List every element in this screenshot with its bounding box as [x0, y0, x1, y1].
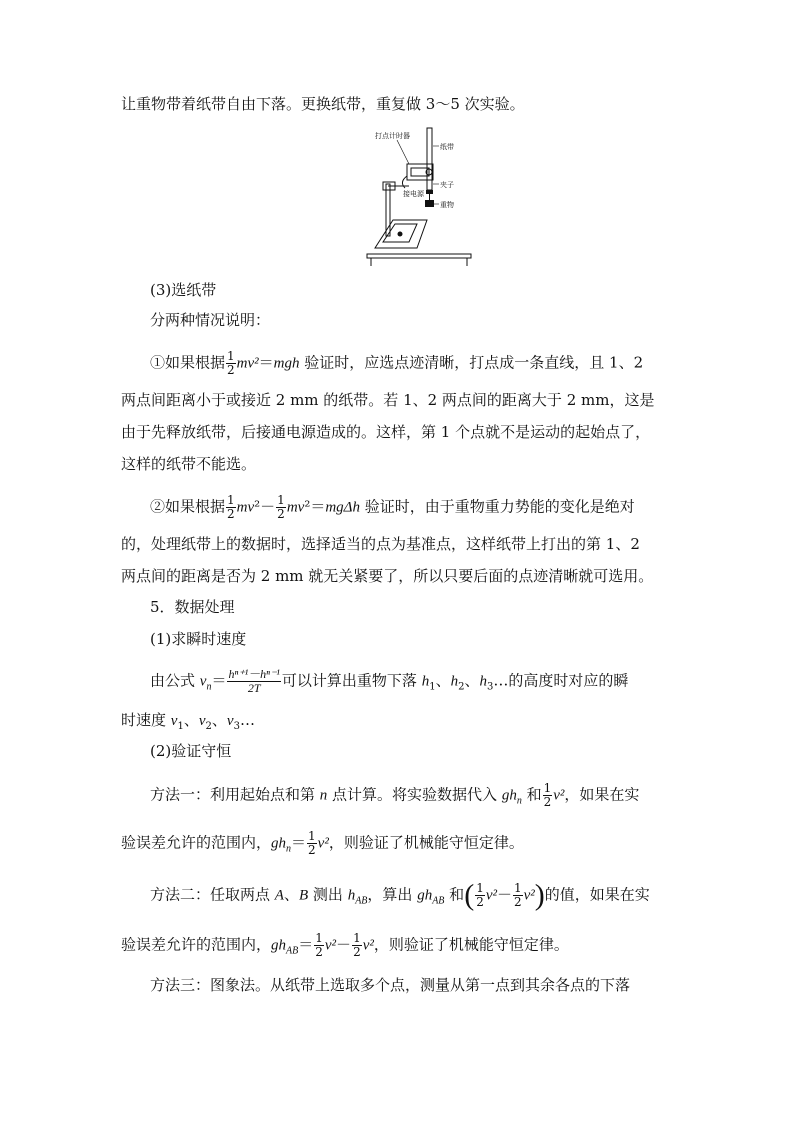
case-1-line-1: ①如果根据 $\frac{1}{2}$ mv²＝mgh 验证时，应选点迹清晰，打点成一条直线，且 1、2 — [150, 349, 644, 377]
case-1-line-4: 这样的纸带不能选。 — [121, 455, 257, 473]
method-2-line-2: 验误差允许的范围内，$gh_{AB}=$ $\frac{1}{2}$ v²－ $\frac{1}{2}$ v²，则验证了机械能守恒定律。 — [121, 931, 569, 959]
text: ①如果根据 — [150, 353, 226, 372]
paragraph-line: 让重物带着纸带自由下落。更换纸带，重复做 3～5 次实验。 — [121, 95, 525, 113]
label-power: 接电源 — [403, 190, 424, 198]
case-2-line-2: 的，处理纸带上的数据时，选择适当的点为基准点，这样纸带上打出的第 1、2 — [121, 535, 640, 553]
method-2-line-1: 方法二：任取两点 A、B 测出 $h_{AB}$，算出 $gh_{AB}$ 和( $\frac{1}{2}$ v²－ $\frac{1}{2}$ v²)的值，如果在实 — [150, 878, 650, 912]
label-clip: 夹子 — [440, 181, 454, 189]
math: mgh — [273, 355, 300, 372]
label-weight: 重物 — [440, 201, 454, 209]
formula-line-2: 时速度 $v_1$、$v_2$、$v_3\dots$ — [121, 711, 255, 732]
case-2-line-1: ②如果根据 $\frac{1}{2}$ mv²－ $\frac{1}{2}$ mv²＝mgΔh 验证时，由于重物重力势能的变化是绝对 — [150, 493, 635, 521]
case-1-line-3: 由于先释放纸带，后接通电源造成的。这样，第 1 个点就不是运动的起始点了， — [121, 423, 651, 441]
section-heading: (2)验证守恒 — [150, 742, 232, 760]
method-1-line-2: 验误差允许的范围内，$gh_n=$ $\frac{1}{2}$ v²，则验证了机械能守恒定律。 — [121, 829, 524, 857]
section-heading: (1)求瞬时速度 — [150, 630, 247, 648]
label-timer: 打点计时器 — [375, 132, 410, 140]
case-1-line-2: 两点间距离小于或接近 2 mm 的纸带。若 1、2 两点间的距离大于 2 mm，这是 — [121, 391, 655, 409]
method-1-line-1: 方法一：利用起始点和第 n 点计算。将实验数据代入 $gh_n$ 和 $\frac{1}{2}$ v²，如果在实 — [150, 781, 640, 809]
formula-line-1: 由公式 $v_n=$ $\frac{\text{hⁿ⁺¹－hⁿ⁻¹}}{2T}$ 可以计算出重物下落 $h_1$、$h_2$、$h_3\dots$的高度时对应的瞬 — [150, 667, 629, 695]
label-tape: 纸带 — [440, 143, 454, 151]
math: mv² — [236, 355, 259, 372]
section-heading: 5．数据处理 — [150, 598, 235, 616]
apparatus-figure — [365, 126, 473, 266]
fraction: $\frac{1}{2}$ — [227, 349, 235, 377]
case-2-line-3: 两点间的距离是否为 2 mm 就无关紧要了，所以只要后面的点迹清晰就可选用。 — [121, 567, 654, 585]
section-heading: (3)选纸带 — [150, 281, 217, 299]
method-3-line-1: 方法三：图象法。从纸带上选取多个点，测量从第一点到其余各点的下落 — [150, 976, 631, 994]
paragraph-line: 分两种情况说明： — [150, 311, 271, 329]
